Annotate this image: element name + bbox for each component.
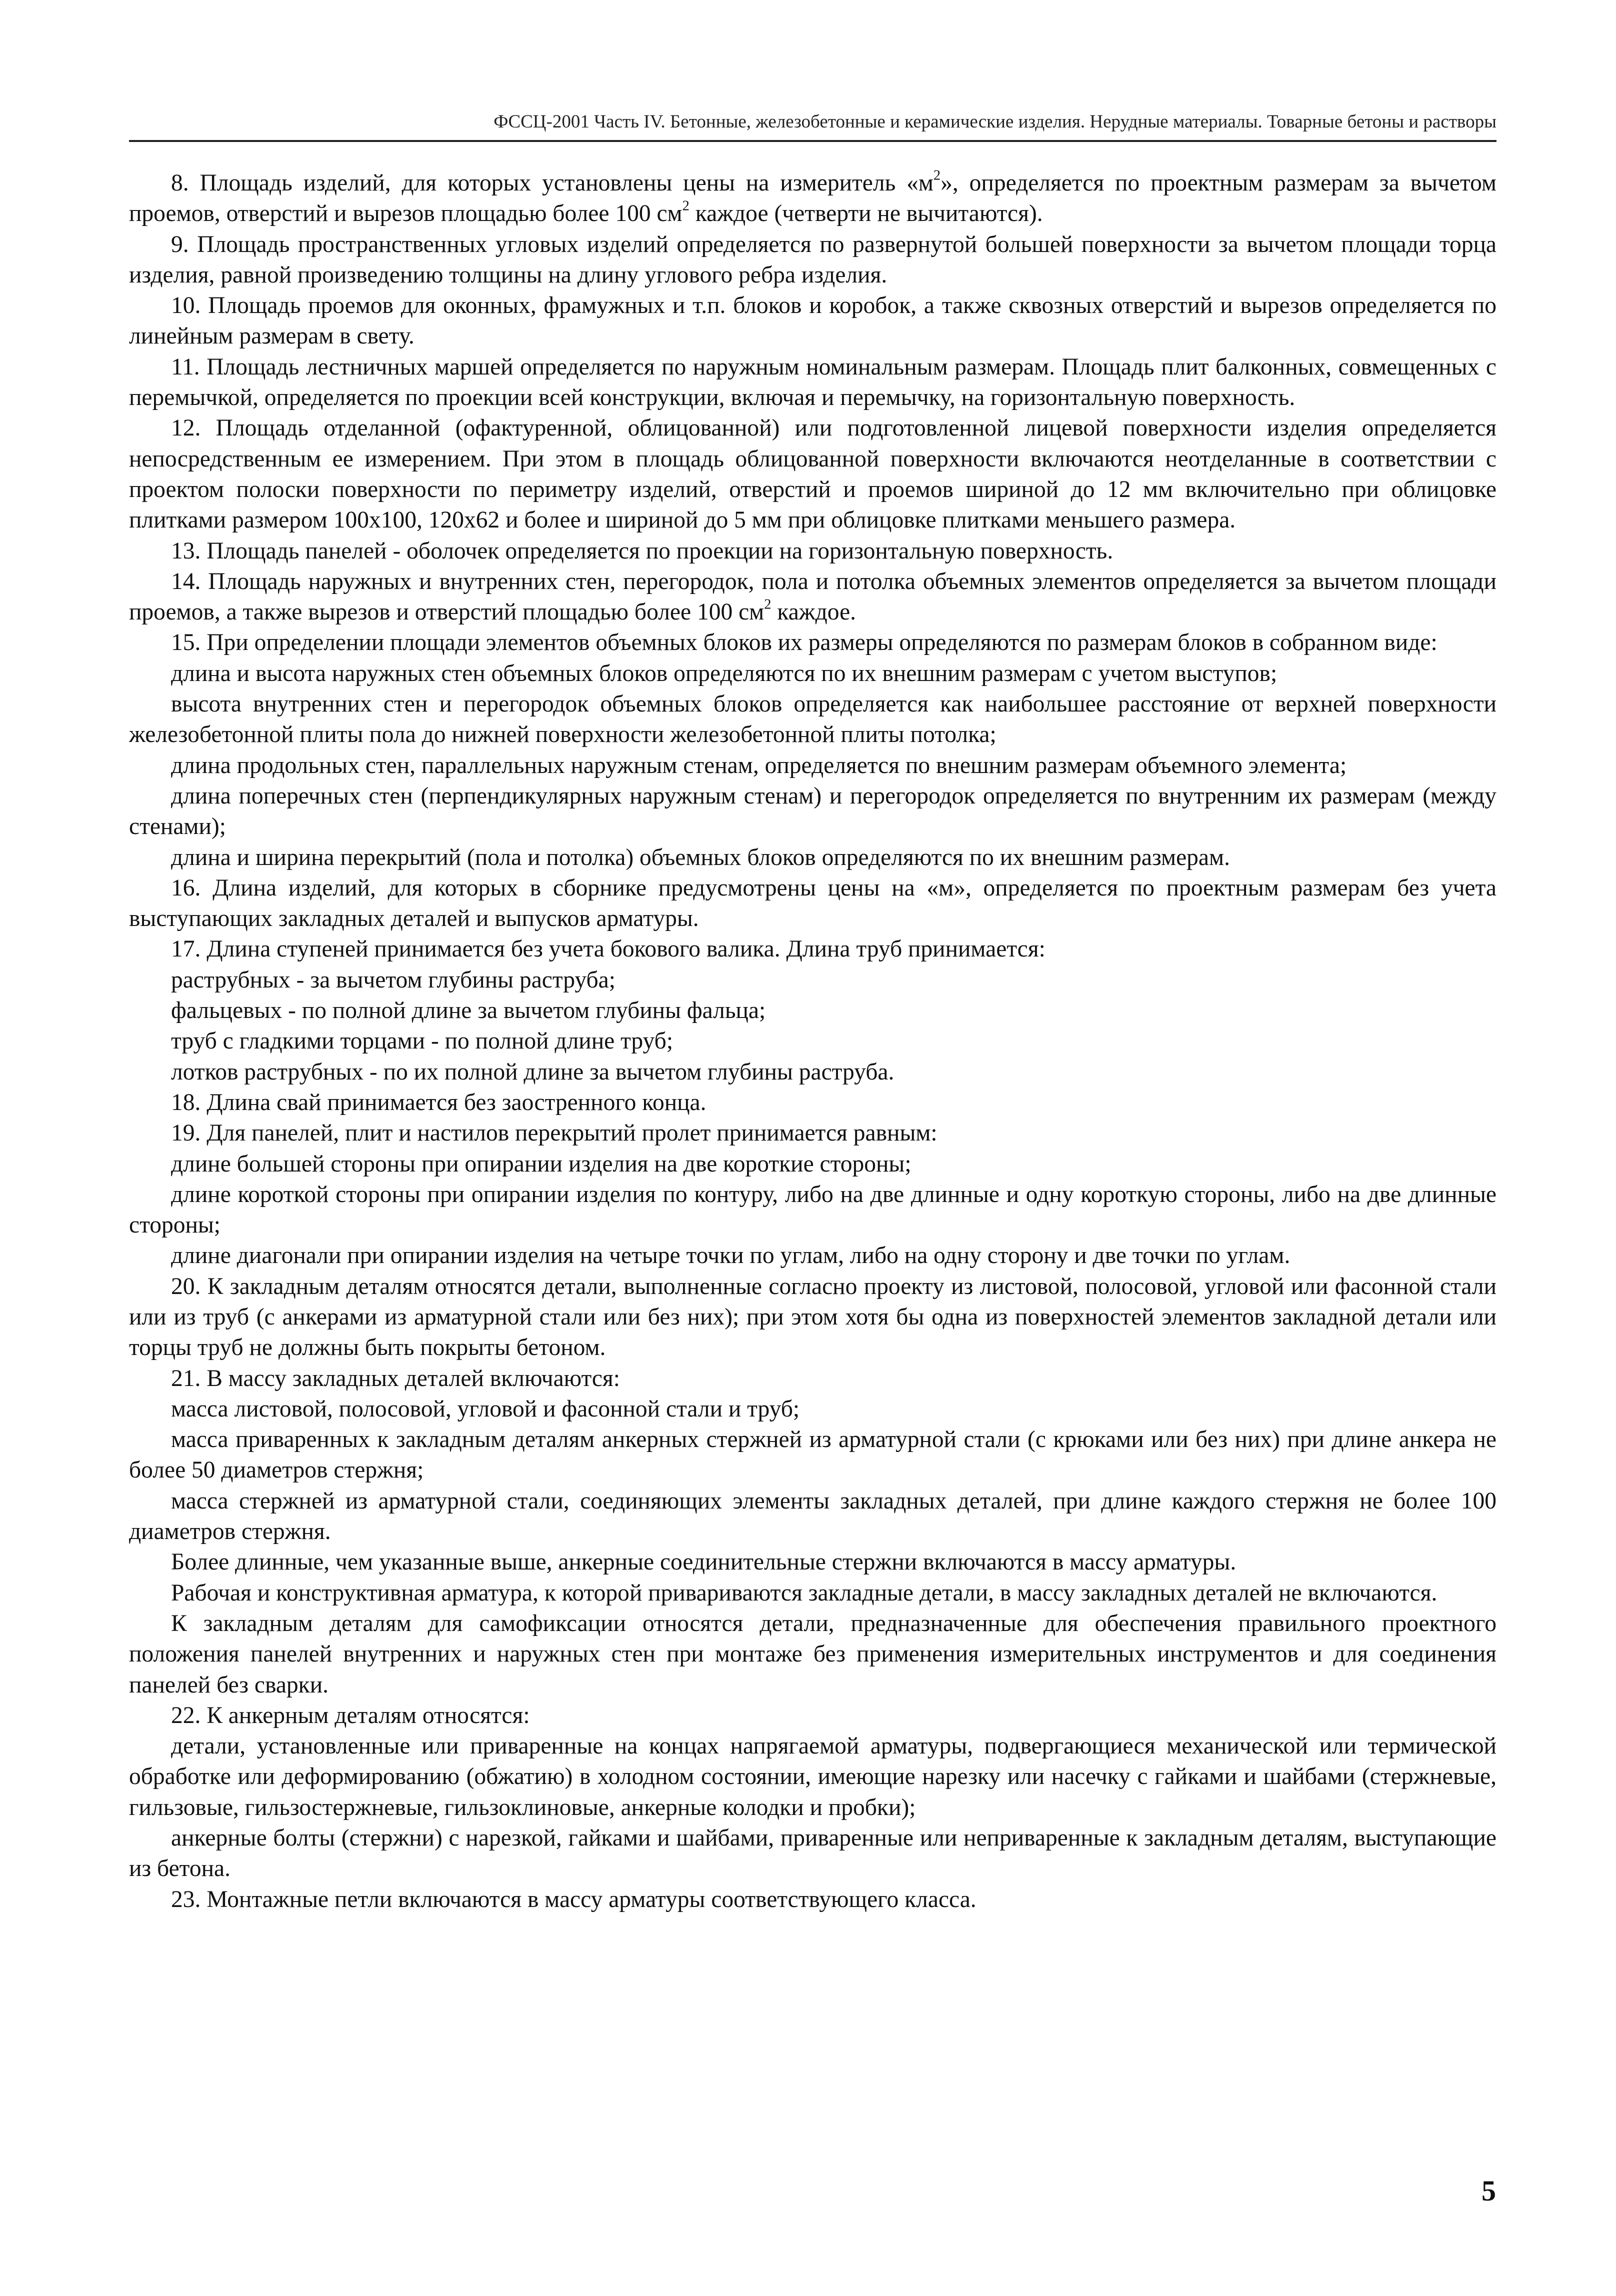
paragraph-13: 13. Площадь панелей - оболочек определяется по проекции на горизонтальную поверхность.	[171, 538, 1114, 564]
list-item: длине короткой стороны при опирании изделия по контуру, либо на две длинные и одну короткую стороны, либо на две длинные стороны;	[129, 1181, 1496, 1238]
paragraph-16: 16. Длина изделий, для которых в сборнике предусмотрены цены на «м», определяется по проектным размерам без учета выступающих закладных деталей и выпусков арматуры.	[129, 874, 1496, 932]
paragraph-22: 22. К анкерным деталям относятся:	[171, 1702, 530, 1728]
list-item: анкерные болты (стержни) с нарезкой, гайками и шайбами, приваренные или неприваренные к закладным деталям, выступающие из бетона.	[129, 1825, 1496, 1882]
list-item: раструбных - за вычетом глубины раструба;	[171, 966, 616, 993]
paragraph-12: 12. Площадь отделанной (офактуренной, облицованной) или подготовленной лицевой поверхности изделия определяется непосредственным ее измерением. При этом в площадь облицованной поверхности включаются неотделанные в соответствии с проектом полоски поверхности по периметру изделий, отверстий и проемов шириной до 12 мм включительно при облицовке плитками размером 100х100, 120х62 и более и шириной до 5 мм при облицовке плитками меньшего размера.	[129, 415, 1496, 534]
list-item: длина продольных стен, параллельных наружным стенам, определяется по внешним размерам объемного элемента;	[171, 752, 1347, 778]
list-item: высота внутренних стен и перегородок объемных блоков определяется как наибольшее расстояние от верхней поверхности железобетонной плиты пола до нижней поверхности железобетонной плиты потолка;	[129, 691, 1496, 748]
paragraph-8: 8. Площадь изделий, для которых установлены цены на измеритель «$м^2$», определяется по проектным размерам за вычетом проемов, отверстий и вырезов площадью более 100 $см^2$ каждое (четверти не вычитаются).	[129, 168, 1496, 227]
list-item: длина и ширина перекрытий (пола и потолка) объемных блоков определяются по их внешним размерам.	[171, 844, 1230, 870]
page-number: 5	[1482, 2174, 1496, 2207]
body-text	[129, 168, 1496, 1915]
header-rule	[129, 140, 1496, 142]
paragraph-19: 19. Для панелей, плит и настилов перекрытий пролет принимается равным:	[171, 1120, 938, 1146]
list-item: масса стержней из арматурной стали, соединяющих элементы закладных деталей, при длине каждого стержня не более 100 диаметров стержня.	[129, 1488, 1496, 1545]
paragraph-23: 23. Монтажные петли включаются в массу арматуры соответствующего класса.	[171, 1886, 976, 1912]
paragraph-9: 9. Площадь пространственных угловых изделий определяется по развернутой большей поверхности за вычетом площади торца изделия, равной произведению толщины на длину углового ребра изделия.	[129, 231, 1496, 288]
paragraph-21: 21. В массу закладных деталей включаются:	[171, 1365, 620, 1392]
paragraph: Более длинные, чем указанные выше, анкерные соединительные стержни включаются в массу арматуры.	[171, 1549, 1236, 1576]
paragraph-18: 18. Длина свай принимается без заостренного конца.	[171, 1089, 706, 1116]
list-item: длине большей стороны при опирании изделия на две короткие стороны;	[171, 1150, 912, 1177]
paragraph: Рабочая и конструктивная арматура, к которой привариваются закладные детали, в массу закладных деталей не включаются.	[171, 1580, 1438, 1606]
paragraph-11: 11. Площадь лестничных маршей определяется по наружным номинальным размерам. Площадь плит балконных, совмещенных с перемычкой, определяется по проекции всей конструкции, включая и перемычку, на горизонтальную поверхность.	[129, 354, 1496, 411]
list-item: масса листовой, полосовой, угловой и фасонной стали и труб;	[171, 1396, 800, 1422]
paragraph-10: 10. Площадь проемов для оконных, фрамужных и т.п. блоков и коробок, а также сквозных отверстий и вырезов определяется по линейным размерам в свету.	[129, 292, 1496, 350]
paragraph-14: 14. Площадь наружных и внутренних стен, перегородок, пола и потолка объемных элементов определяется за вычетом площади проемов, а также вырезов и отверстий площадью более 100 $см^2$ каждое.	[129, 568, 1496, 626]
paragraph-17: 17. Длина ступеней принимается без учета бокового валика. Длина труб принимается:	[171, 936, 1046, 962]
paragraph-15: 15. При определении площади элементов объемных блоков их размеры определяются по размерам блоков в собранном виде:	[171, 630, 1438, 656]
list-item: детали, установленные или приваренные на концах напрягаемой арматуры, подвергающиеся механической или термической обработке или деформированию (обжатию) в холодном состоянии, имеющие нарезку или насечку с гайками и шайбами (стержневые, гильзовые, гильзостержневые, гильзоклиновые, анкерные колодки и пробки);	[129, 1733, 1496, 1820]
list-item: длина и высота наружных стен объемных блоков определяются по их внешним размерам с учетом выступов;	[171, 660, 1278, 686]
running-header: ФССЦ-2001 Часть IV. Бетонные, железобетонные и керамические изделия. Нерудные материалы. Товарные бетоны и растворы	[494, 112, 1496, 132]
paragraph: К закладным деталям для самофиксации относятся детали, предназначенные для обеспечения правильного проектного положения панелей внутренних и наружных стен при монтаже без применения измерительных инструментов и для соединения панелей без сварки.	[129, 1610, 1496, 1698]
list-item: масса приваренных к закладным деталям анкерных стержней из арматурной стали (с крюками или без них) при длине анкера не более 50 диаметров стержня;	[129, 1426, 1496, 1484]
list-item: длина поперечных стен (перпендикулярных наружным стенам) и перегородок определяется по внутренним их размерам (между стенами);	[129, 782, 1496, 840]
list-item: труб с гладкими торцами - по полной длине труб;	[171, 1028, 674, 1054]
paragraph-20: 20. К закладным деталям относятся детали, выполненные согласно проекту из листовой, полосовой, угловой или фасонной стали или из труб (с анкерами из арматурной стали или без них); при этом хотя бы одна из поверхностей элементов закладной детали или торцы труб не должны быть покрыты бетоном.	[129, 1273, 1496, 1361]
list-item: фальцевых - по полной длине за вычетом глубины фальца;	[171, 998, 766, 1024]
list-item: лотков раструбных - по их полной длине за вычетом глубины раструба.	[171, 1058, 894, 1085]
list-item: длине диагонали при опирании изделия на четыре точки по углам, либо на одну сторону и две точки по углам.	[171, 1242, 1290, 1269]
